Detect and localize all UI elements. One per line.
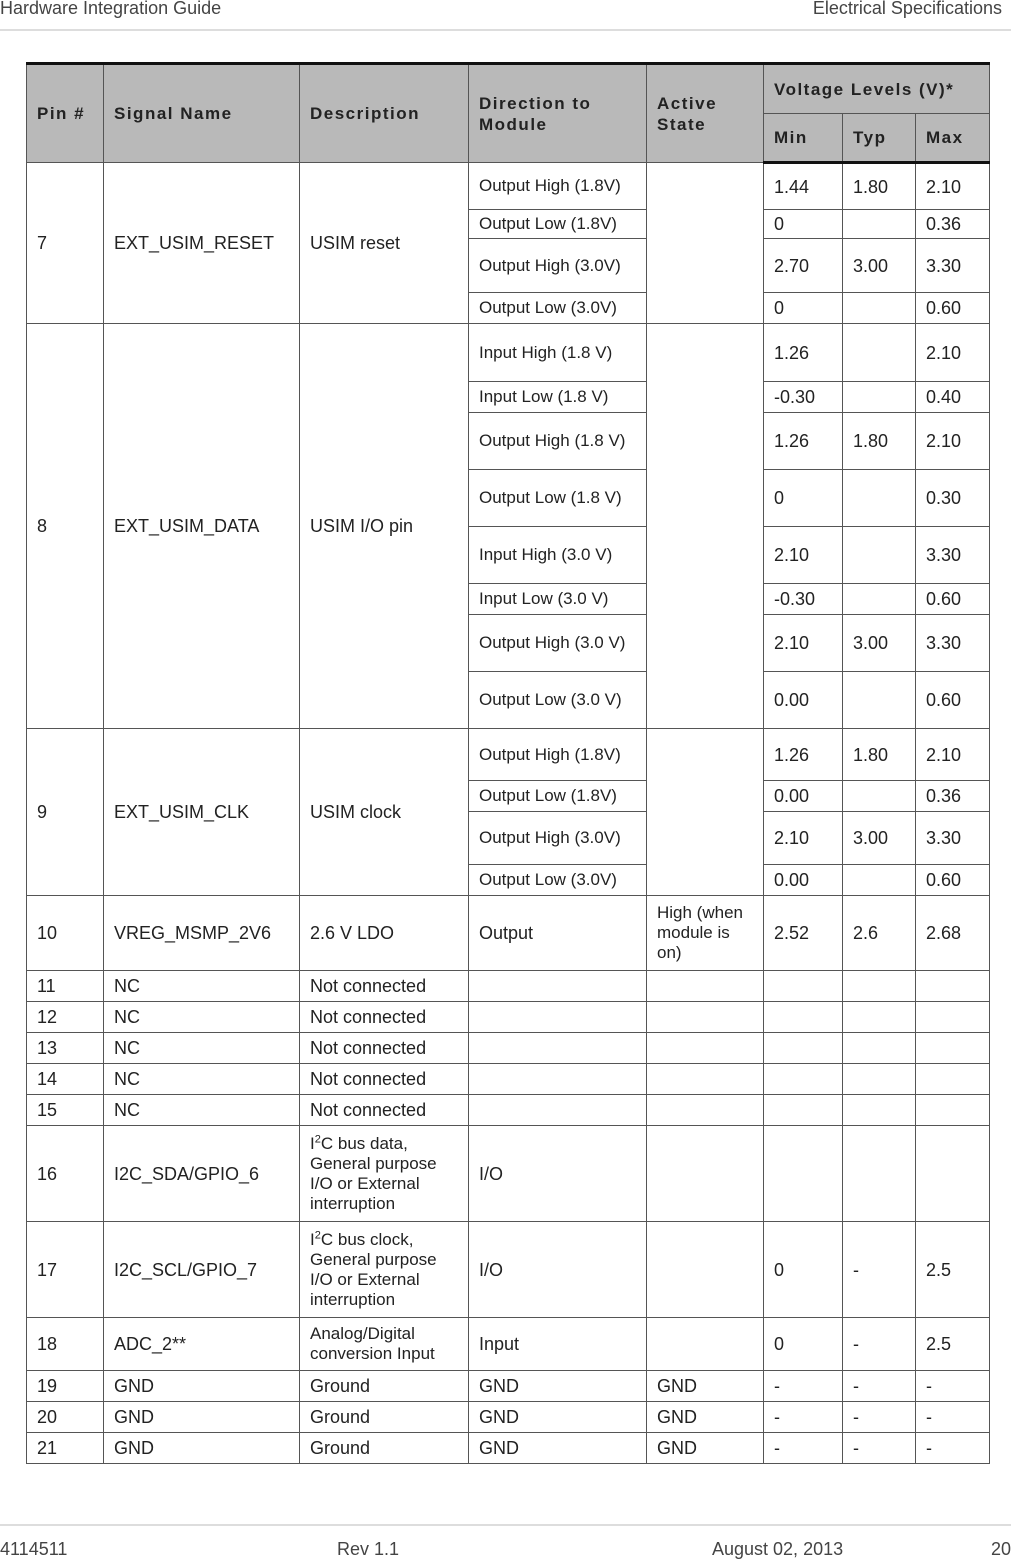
direction-cell [469,971,647,1002]
active-state-cell [647,1095,764,1126]
table-row [27,729,990,781]
typ-cell: - [843,1371,916,1402]
max-cell: 0.60 [916,865,990,896]
typ-cell [843,1064,916,1095]
table-row [27,1002,990,1033]
typ-cell: - [843,1222,916,1318]
footer-date: August 02, 2013 [712,1539,844,1559]
typ-cell [843,865,916,896]
direction-cell: Input [469,1318,647,1371]
min-cell [764,1095,843,1126]
direction-cell: Input High (1.8 V) [469,324,647,382]
direction-cell: Input High (3.0 V) [469,527,647,584]
pin-cell: 20 [27,1402,104,1433]
min-cell: 1.44 [764,163,843,210]
direction-cell: Output Low (1.8 V) [469,470,647,527]
col-header-voltage: Voltage Levels (V)* [764,64,990,114]
max-cell [916,1064,990,1095]
direction-cell: Output Low (1.8V) [469,781,647,812]
active-state-cell [647,971,764,1002]
max-cell [916,1126,990,1222]
direction-cell: Output High (3.0V) [469,812,647,865]
max-cell: 3.30 [916,615,990,672]
table-row [27,163,990,210]
direction-cell [469,1064,647,1095]
direction-cell: GND [469,1433,647,1464]
max-cell: - [916,1371,990,1402]
max-cell: 3.30 [916,812,990,865]
pin-cell: 7 [27,163,104,324]
active-state-cell [647,324,764,729]
typ-cell [843,324,916,382]
active-state-cell: High (when module is on) [647,896,764,971]
max-cell: 2.5 [916,1222,990,1318]
signal-cell: GND [104,1402,300,1433]
direction-cell [469,1033,647,1064]
typ-cell: 3.00 [843,239,916,293]
typ-cell [843,1126,916,1222]
header-title-left: Hardware Integration Guide [0,0,222,18]
max-cell: 0.36 [916,210,990,239]
description-cell: Ground [300,1433,469,1464]
min-cell: - [764,1402,843,1433]
max-cell [916,1002,990,1033]
description-cell: Not connected [300,1095,469,1126]
description-cell: USIM clock [300,729,469,896]
direction-cell: Output Low (3.0V) [469,865,647,896]
min-cell: 2.10 [764,812,843,865]
max-cell: 0.36 [916,781,990,812]
typ-cell [843,470,916,527]
active-state-cell [647,1126,764,1222]
signal-cell: NC [104,1002,300,1033]
active-state-cell [647,1222,764,1318]
pin-cell: 18 [27,1318,104,1371]
direction-cell [469,1002,647,1033]
pin-spec-table [26,62,990,1464]
min-cell: 0.00 [764,865,843,896]
max-cell: 2.68 [916,896,990,971]
active-state-cell [647,1318,764,1371]
typ-cell [843,781,916,812]
max-cell: 2.10 [916,324,990,382]
signal-cell: NC [104,1064,300,1095]
max-cell: 0.30 [916,470,990,527]
col-header-typ: Typ [843,114,916,163]
min-cell: 1.26 [764,413,843,470]
min-cell: 0 [764,470,843,527]
min-cell: -0.30 [764,584,843,615]
signal-cell: GND [104,1371,300,1402]
pin-cell: 15 [27,1095,104,1126]
typ-cell: - [843,1433,916,1464]
pin-cell: 10 [27,896,104,971]
description-cell: 2.6 V LDO [300,896,469,971]
typ-cell [843,293,916,324]
direction-cell: I/O [469,1126,647,1222]
min-cell: - [764,1433,843,1464]
max-cell: 3.30 [916,239,990,293]
min-cell: 0.00 [764,781,843,812]
direction-cell [469,1095,647,1126]
min-cell [764,1002,843,1033]
table-row [27,1371,990,1402]
typ-cell: 3.00 [843,615,916,672]
col-header-max: Max [916,114,990,163]
description-cell: Not connected [300,1002,469,1033]
col-header-min: Min [764,114,843,163]
table-row [27,1126,990,1222]
direction-cell: GND [469,1402,647,1433]
min-cell [764,1064,843,1095]
footer-page-number: 20 [990,1539,1011,1559]
pin-cell: 12 [27,1002,104,1033]
typ-cell: 1.80 [843,163,916,210]
max-cell: 0.40 [916,382,990,413]
min-cell [764,1126,843,1222]
table-row [27,971,990,1002]
active-state-cell [647,1064,764,1095]
min-cell: -0.30 [764,382,843,413]
header-title-right: Electrical Specifications [812,0,1002,18]
col-header-active-state: Active State [647,64,764,163]
typ-cell: 1.80 [843,413,916,470]
table-row [27,1433,990,1464]
typ-cell [843,1002,916,1033]
description-cell: $I^2C$ bus clock, General purpose I/O or External interruption [300,1222,469,1318]
col-header-description: Description [300,64,469,163]
active-state-cell: GND [647,1433,764,1464]
active-state-cell: GND [647,1371,764,1402]
description-cell: Not connected [300,971,469,1002]
direction-cell: Output High (1.8V) [469,729,647,781]
table-row [27,896,990,971]
signal-cell: EXT_USIM_CLK [104,729,300,896]
description-cell: Not connected [300,1064,469,1095]
max-cell: - [916,1433,990,1464]
direction-cell: Input Low (1.8 V) [469,382,647,413]
max-cell [916,1033,990,1064]
col-header-pin: Pin # [27,64,104,163]
signal-cell: EXT_USIM_DATA [104,324,300,729]
footer-revision: Rev 1.1 [337,1539,400,1559]
max-cell: 3.30 [916,527,990,584]
pin-cell: 11 [27,971,104,1002]
min-cell: - [764,1371,843,1402]
pin-cell: 8 [27,324,104,729]
typ-cell: - [843,1402,916,1433]
min-cell: 0 [764,210,843,239]
table-row [27,1222,990,1318]
signal-cell: NC [104,1033,300,1064]
footer-doc-number: 4114511 [0,1539,68,1559]
direction-cell: Output High (1.8V) [469,163,647,210]
typ-cell: 3.00 [843,812,916,865]
description-cell: Not connected [300,1033,469,1064]
pin-cell: 14 [27,1064,104,1095]
typ-cell [843,1033,916,1064]
max-cell [916,971,990,1002]
max-cell: 0.60 [916,672,990,729]
description-cell: Ground [300,1371,469,1402]
typ-cell: 1.80 [843,729,916,781]
direction-cell: Output High (1.8 V) [469,413,647,470]
min-cell: 0.00 [764,672,843,729]
min-cell [764,1033,843,1064]
max-cell: 2.10 [916,413,990,470]
description-cell: Ground [300,1402,469,1433]
typ-cell [843,210,916,239]
active-state-cell: GND [647,1402,764,1433]
signal-cell: VREG_MSMP_2V6 [104,896,300,971]
signal-cell: NC [104,1095,300,1126]
active-state-cell [647,163,764,324]
max-cell: 2.10 [916,163,990,210]
typ-cell [843,1095,916,1126]
pin-cell: 21 [27,1433,104,1464]
signal-cell: EXT_USIM_RESET [104,163,300,324]
direction-cell: Output Low (3.0V) [469,293,647,324]
typ-cell [843,527,916,584]
max-cell: 2.5 [916,1318,990,1371]
footer-rule [0,1524,1011,1526]
typ-cell: 2.6 [843,896,916,971]
direction-cell: Output Low (1.8V) [469,210,647,239]
direction-cell: Output [469,896,647,971]
pin-cell: 13 [27,1033,104,1064]
max-cell [916,1095,990,1126]
min-cell: 0 [764,1222,843,1318]
typ-cell [843,971,916,1002]
description-cell: Analog/Digital conversion Input [300,1318,469,1371]
typ-cell [843,382,916,413]
header-rule [0,29,1011,31]
col-header-direction: Direction to Module [469,64,647,163]
table-row [27,1402,990,1433]
description-cell: $I^2C$ bus data, General purpose I/O or External interruption [300,1126,469,1222]
min-cell: 1.26 [764,324,843,382]
min-cell: 0 [764,293,843,324]
signal-cell: I2C_SCL/GPIO_7 [104,1222,300,1318]
max-cell: 0.60 [916,584,990,615]
typ-cell [843,672,916,729]
min-cell: 2.10 [764,527,843,584]
table-row [27,1095,990,1126]
page-header [0,0,1011,22]
direction-cell: Output High (3.0V) [469,239,647,293]
signal-cell: NC [104,971,300,1002]
min-cell: 2.52 [764,896,843,971]
signal-cell: GND [104,1433,300,1464]
pin-cell: 19 [27,1371,104,1402]
signal-cell: ADC_2** [104,1318,300,1371]
max-cell: 0.60 [916,293,990,324]
typ-cell [843,584,916,615]
table-row [27,324,990,382]
min-cell: 0 [764,1318,843,1371]
table-row [27,1318,990,1371]
active-state-cell [647,729,764,896]
min-cell: 2.10 [764,615,843,672]
direction-cell: Input Low (3.0 V) [469,584,647,615]
pin-cell: 17 [27,1222,104,1318]
min-cell [764,971,843,1002]
direction-cell: Output High (3.0 V) [469,615,647,672]
max-cell: - [916,1402,990,1433]
pin-cell: 9 [27,729,104,896]
description-cell: USIM I/O pin [300,324,469,729]
min-cell: 2.70 [764,239,843,293]
table-row [27,1064,990,1095]
typ-cell: - [843,1318,916,1371]
signal-cell: I2C_SDA/GPIO_6 [104,1126,300,1222]
active-state-cell [647,1033,764,1064]
pin-cell: 16 [27,1126,104,1222]
col-header-signal: Signal Name [104,64,300,163]
direction-cell: GND [469,1371,647,1402]
direction-cell: Output Low (3.0 V) [469,672,647,729]
max-cell: 2.10 [916,729,990,781]
description-cell: USIM reset [300,163,469,324]
table-row [27,1033,990,1064]
min-cell: 1.26 [764,729,843,781]
active-state-cell [647,1002,764,1033]
direction-cell: I/O [469,1222,647,1318]
